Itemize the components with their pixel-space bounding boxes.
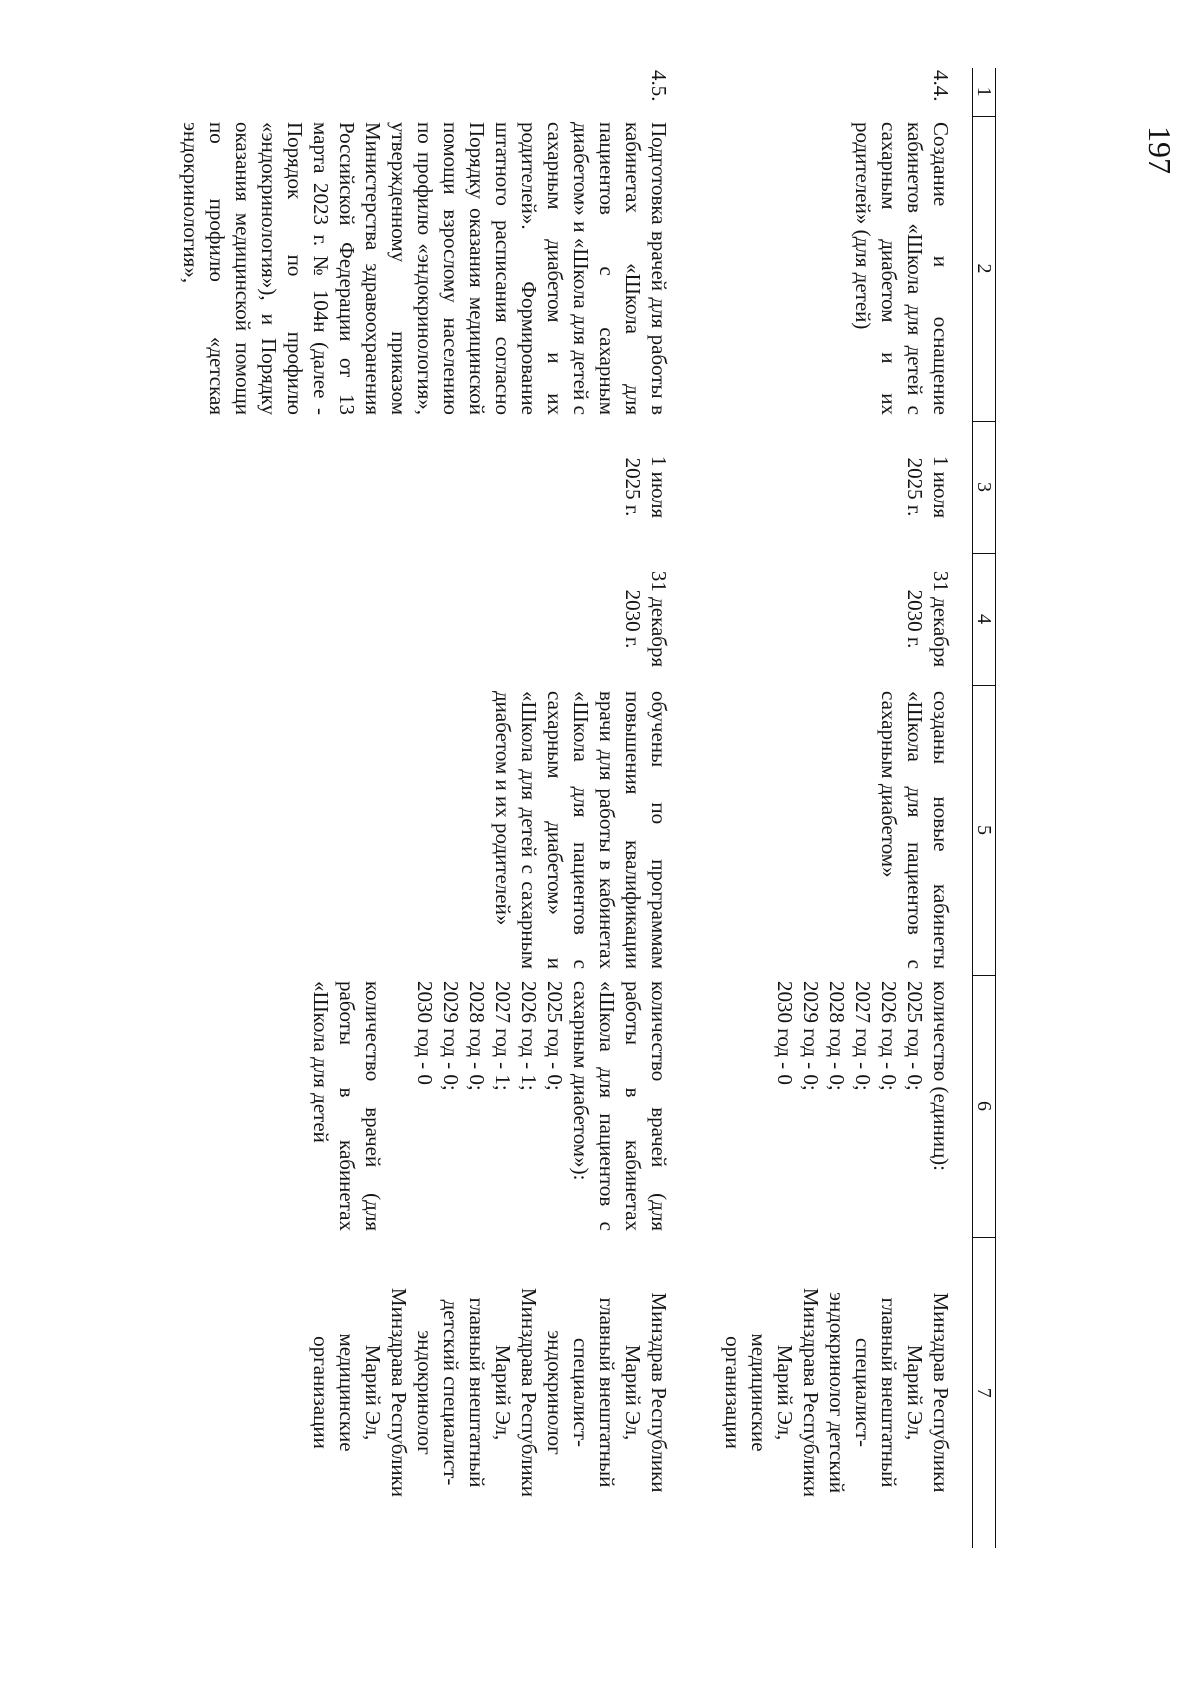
column-number-2: 2 [973,116,996,421]
expected-result: обучены по программам повышения квалификации врачи для работы в кабинетах «Школа для пациентов с сахарным диабетом» и «Школа для детей с сахарным диабетом и их родителей» [491,691,671,969]
activity-description: Подготовка врачей для работы в кабинетах «Школа для пациентов с сахарным диабетом» и «Школа для детей с сахарным диабетом и их родителей». Формирование штатного расписания согласно Порядку оказания медицинской помощи взрослому населению по профилю «эндокринология», утвержденному приказом Министерства здравоохранения Российской Федерации от 13 марта 2023 г. № 104н (далее - Порядок по профилю «эндокринология»), и Порядку оказания медицинской помощи по профилю «детская эндокринология», [179,122,671,415]
indicator-values: количество врачей (для работы в кабинетах «Школа для пациентов с сахарным диабетом»): 2025 год - 0; 2026 год - 1; 2027 год - 1; 2028 год - 0; 2029 год - 0; 2030 год - 0 количество врачей (для работы в кабинетах «Школа для детей [309,981,671,1231]
column-number-7: 7 [973,1237,996,1548]
column-number-4: 4 [973,553,996,685]
column-number-5: 5 [973,685,996,975]
activity-description: Создание и оснащение кабинетов «Школа для детей с сахарным диабетом и их родителей» (для детей) [851,122,953,415]
end-date: 31 декабря 2030 г. [621,570,671,668]
start-date: 1 июля 2025 г. [621,455,671,519]
expected-result: созданы новые кабинеты «Школа для пациентов с сахарным диабетом» [877,691,953,969]
page-number: 197 [1142,126,1178,174]
row-number: 4.4. [929,70,953,102]
end-date: 31 декабря 2030 г. [903,570,953,668]
indicator-values: количество (единиц): 2025 год - 0; 2026 год - 0; 2027 год - 0; 2028 год - 0; 2029 год - 0; 2030 год - 0 [773,981,953,1172]
table-row [690,68,973,1548]
column-number-3: 3 [973,421,996,553]
row-number: 4.5. [647,70,671,102]
rotated-table-page [179,68,996,1548]
responsible-executors: Минздрав Республики Марий Эл, главный внештатный специалист- эндокринолог детский Минздрава Республики Марий Эл, медицинские организации [721,1287,953,1498]
start-date: 1 июля 2025 г. [903,455,953,519]
header-row [973,68,996,1548]
responsible-executors: Минздрав Республики Марий Эл, главный внештатный специалист- эндокринолог Минздрава Республики Марий Эл, главный внештатный детский специалист- эндокринолог Минздрава Республики Марий Эл, медицинские организации [309,1287,671,1498]
table-row [148,68,690,1548]
column-number-6: 6 [973,975,996,1237]
column-number-1: 1 [973,68,996,116]
activities-table [148,68,996,1548]
